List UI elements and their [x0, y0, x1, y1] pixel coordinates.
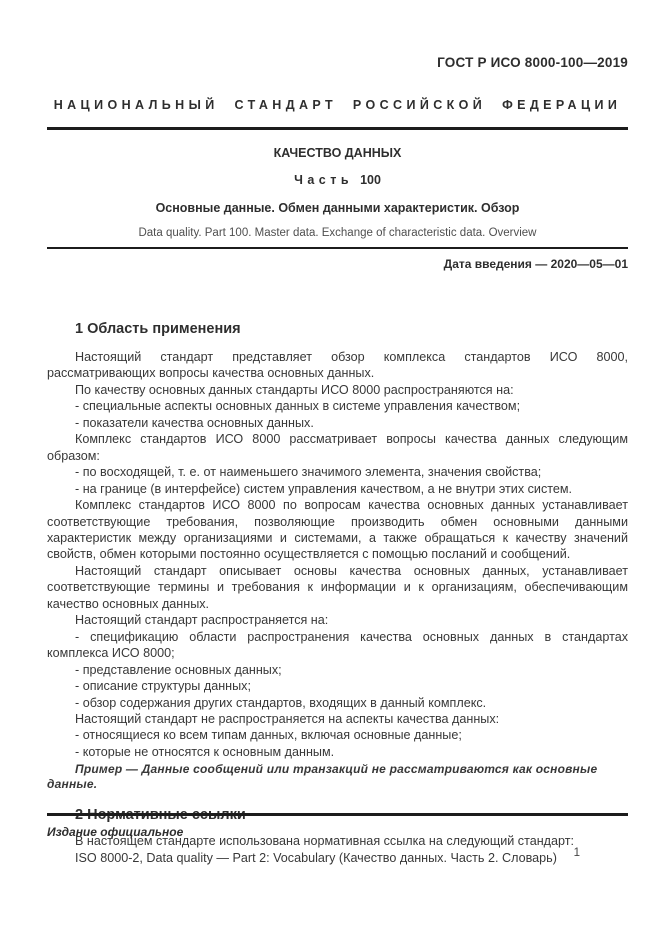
paragraph: В настоящем стандарте использована нормативная ссылка на следующий стандарт:	[75, 834, 574, 849]
doc-subtitle-en: Data quality. Part 100. Master data. Exchange of characteristic data. Overview	[138, 227, 537, 239]
list-item: - обзор содержания других стандартов, входящих в данный комплекс.	[75, 695, 487, 710]
list-item: - представление основных данных;	[75, 662, 282, 677]
paragraph: Настоящий стандарт не распространяется на аспекты качества данных:	[75, 711, 500, 726]
part-word: Часть	[294, 173, 354, 187]
doc-subtitle-ru: Основные данные. Обмен данными характеристик. Обзор	[155, 201, 520, 215]
list-item: - на границе (в интерфейсе) систем управления качеством, а не внутри этих систем.	[75, 481, 573, 496]
doc-title: КАЧЕСТВО ДАННЫХ	[273, 146, 402, 160]
paragraph: Настоящий стандарт распространяется на:	[75, 613, 329, 628]
list-item: - спецификацию области распространения качества основных данных в стандартах комплекса ИСО 8000;	[47, 629, 628, 661]
paragraph: Комплекс стандартов ИСО 8000 по вопросам качества основных данных устанавливает соответствующие требования, позволяющие производить обмен основными данными характеристик между организациями и системами, а также обращаться к качеству значений свойств, обмен которыми постоянно осуществляется с помощью посланий и сообщений.	[47, 498, 628, 562]
page-footer	[47, 813, 628, 859]
list-item: - специальные аспекты основных данных в системе управления качеством;	[75, 399, 521, 414]
paragraph: По качеству основных данных стандарты ИСО 8000 распространяются на:	[75, 382, 514, 397]
list-item: - показатели качества основных данных.	[75, 415, 314, 430]
page-number: 1	[573, 847, 580, 859]
paragraph: Настоящий стандарт описывает основы качества основных данных, устанавливает соответствующие термины и требования к информации и к организациям, обеспечивающим качество основных данных.	[47, 563, 628, 611]
list-item: - относящиеся ко всем типам данных, включая основные данные;	[75, 728, 462, 743]
official-edition-note: Издание официальное	[47, 825, 184, 839]
date-rule	[47, 247, 628, 249]
doc-code: ГОСТ Р ИСО 8000-100—2019	[437, 55, 628, 70]
effective-date: Дата введения — 2020—05—01	[443, 257, 628, 271]
paragraph: Настоящий стандарт представляет обзор комплекса стандартов ИСО 8000, рассматривающих вопросы качества основных данных.	[47, 350, 628, 381]
list-item: - описание структуры данных;	[75, 679, 251, 694]
example-note: Пример — Данные сообщений или транзакций не рассматриваются как основные данные.	[47, 762, 598, 792]
normative-reference: ISO 8000-2, Data quality — Part 2: Vocabulary (Качество данных. Часть 2. Словарь)	[75, 850, 557, 865]
paragraph: Комплекс стандартов ИСО 8000 рассматривает вопросы качества данных следующим образом:	[47, 432, 628, 463]
section-1-heading: 1 Область применения	[75, 321, 241, 337]
header-rule	[47, 127, 628, 130]
national-standard-banner: НАЦИОНАЛЬНЫЙ СТАНДАРТ РОССИЙСКОЙ ФЕДЕРАЦИИ	[53, 98, 622, 112]
part-number: 100	[360, 173, 381, 187]
footer-rule	[47, 813, 628, 816]
page-content	[47, 0, 628, 866]
list-item: - которые не относятся к основным данным.	[75, 744, 335, 759]
doc-part	[47, 173, 628, 188]
list-item: - по восходящей, т. е. от наименьшего значимого элемента, значения свойства;	[75, 465, 542, 480]
